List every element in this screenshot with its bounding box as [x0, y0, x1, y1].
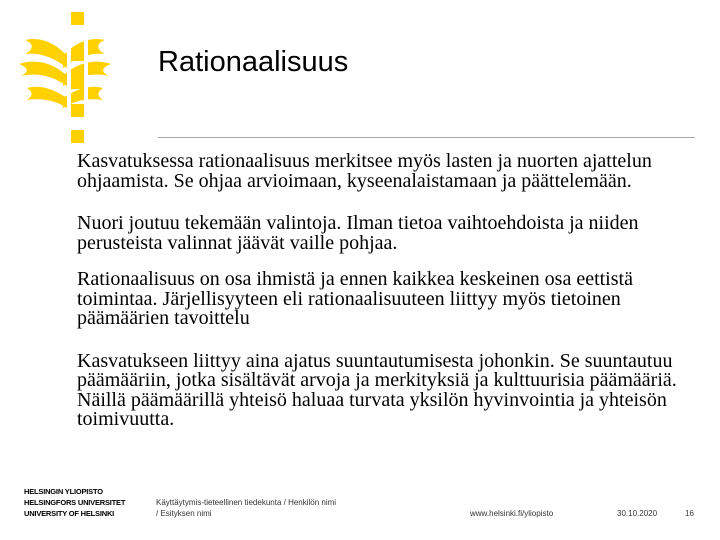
university-logo-icon: [5, 4, 115, 144]
footer-url: www.helsinki.fi/yliopisto: [470, 509, 554, 518]
footer-university-wordmark: [24, 486, 125, 519]
title-divider: [158, 137, 695, 138]
footer-faculty-line: Käyttäytymis-tieteellinen tiedekunta / Henkilön nimi: [156, 498, 337, 507]
slide-body: [77, 152, 687, 447]
slide-title: Rationaalisuus: [158, 46, 349, 78]
body-paragraph: Kasvatuksessa rationaalisuus merkitsee myös lasten ja nuorten ajattelun ohjaamista. Se ohjaa arvioimaan, kyseenalaistamaan ja päättelemään.: [77, 150, 652, 192]
university-name-en: UNIVERSITY OF HELSINKI: [24, 509, 115, 518]
university-name-sv: HELSINGFORS UNIVERSITET: [24, 498, 126, 507]
footer-faculty: [156, 497, 336, 519]
footer-page-number: 16: [685, 509, 694, 518]
university-name-fi: HELSINGIN YLIOPISTO: [24, 487, 103, 496]
footer-presentation-line: / Esityksen nimi: [156, 509, 212, 518]
body-paragraph: Nuori joutuu tekemään valintoja. Ilman tietoa vaihtoehdoista ja niiden perusteista valinnat jäävät vaille pohjaa.: [77, 212, 639, 254]
footer-date: 30.10.2020: [617, 509, 658, 518]
body-paragraph: Rationaalisuus on osa ihmistä ja ennen kaikkea keskeinen osa eettistä toimintaa. Järjellisyyteen eli rationaalisuuteen liittyy myös tietoinen päämäärien tavoittelu: [77, 268, 633, 329]
body-paragraph: Kasvatukseen liittyy aina ajatus suuntautumisesta johonkin. Se suuntautuu päämääriin, jotka sisältävät arvoja ja merkityksiä ja kulttuurisia päämääriä. Näillä päämäärillä yhteisö haluaa turvata yksilön hyvinvointia ja yhteisön toimivuutta.: [77, 349, 677, 430]
